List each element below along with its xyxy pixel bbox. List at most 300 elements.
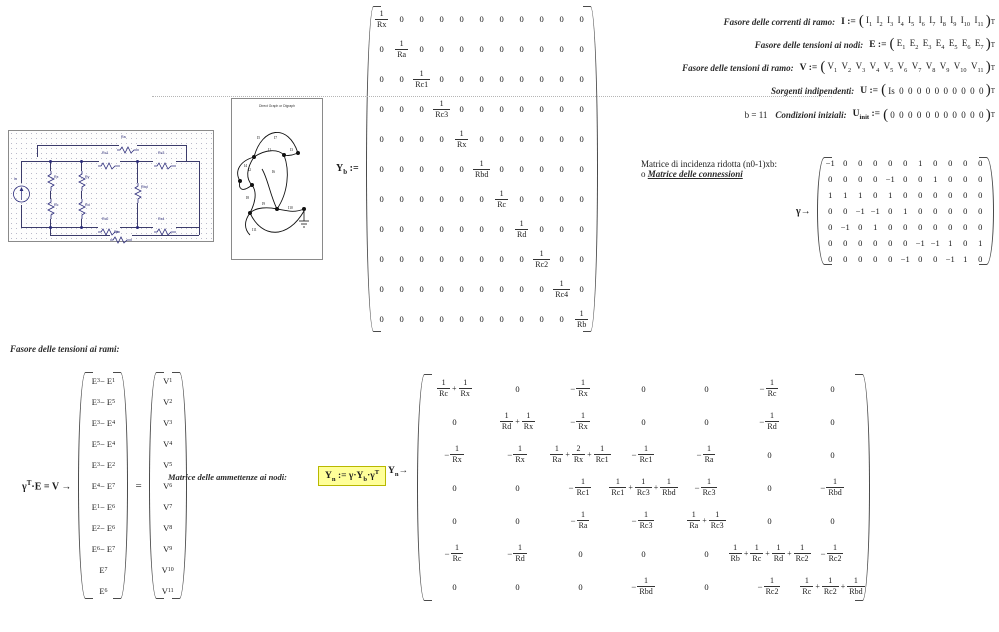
matrix-cell: 0: [579, 164, 584, 174]
matrix-cell: 0: [830, 515, 835, 526]
matrix-cell: $\frac{1}{Ra}$: [397, 38, 407, 59]
matrix-cell: $\frac{1}{Rc4}$: [555, 278, 569, 299]
matrix-bracket-left: [363, 4, 372, 334]
matrix-cell: 0: [963, 190, 968, 200]
branch-voltage-equation: [22, 370, 190, 601]
branch-count: b = 11: [744, 110, 768, 120]
matrix-cell: 0: [933, 206, 938, 216]
matrix-cell: − $\frac{1}{Rx}$: [444, 444, 462, 464]
yb-matrix-body: [372, 4, 592, 334]
definition-symbol: U :=: [860, 85, 879, 96]
vector-entry: $V_{10}$: [953, 61, 967, 74]
matrix-cell: 0: [499, 44, 504, 54]
matrix-cell: 0: [903, 158, 908, 168]
matrix-cell: 0: [933, 222, 938, 232]
matrix-cell: 0: [439, 134, 444, 144]
matrix-bracket-left: [814, 155, 823, 267]
yn-formula-text: $Y_n$ := $\gamma\cdot Y_b\cdot\gamma^T$: [325, 469, 380, 484]
matrix-cell: $\frac{1}{Rd}$: [517, 218, 527, 239]
matrix-cell: 0: [559, 164, 564, 174]
matrix-cell: 1: [978, 238, 983, 248]
matrix-cell: E 1 − E 6: [91, 501, 116, 512]
matrix-cell: 0: [439, 284, 444, 294]
matrix-cell: 0: [419, 14, 424, 24]
matrix-cell: E 4 − E 7: [91, 480, 116, 491]
matrix-cell: 0: [419, 254, 424, 264]
vector-entry: 0: [916, 110, 922, 120]
matrix-cell: 0: [888, 254, 893, 264]
vector-entry: 0: [961, 85, 966, 96]
matrix-cell: V 7: [163, 501, 173, 512]
vector-entry: $I_1$: [866, 15, 873, 28]
matrix-cell: E 7: [99, 564, 108, 575]
matrix-cell: $\frac{1}{Rc}$ + $\frac{1}{Rc2}$ + $\frac{1}{\text{Rbd}}$: [802, 576, 863, 596]
resistor-Rx: [47, 171, 54, 191]
vector-entry: $V_2$: [841, 61, 852, 74]
matrix-cell: V 1: [163, 375, 173, 386]
yn-formula-highlight: [318, 466, 386, 486]
matrix-cell: 0: [963, 238, 968, 248]
matrix-cell: 0: [519, 134, 524, 144]
matrix-cell: 1: [963, 254, 968, 264]
matrix-cell: 0: [948, 206, 953, 216]
matrix-bracket-right: [864, 372, 873, 603]
svg-text:I8: I8: [246, 196, 249, 200]
matrix-cell: 0: [539, 194, 544, 204]
matrix-cell: 0: [704, 581, 709, 592]
matrix-cell: 0: [704, 416, 709, 427]
svg-text:I6: I6: [272, 170, 275, 174]
matrix-cell: $\frac{1}{Rc}$: [497, 188, 507, 209]
matrix-cell: 0: [499, 104, 504, 114]
vector-entry: $I_7$: [929, 15, 936, 28]
matrix-cell: 0: [439, 314, 444, 324]
matrix-cell: 0: [379, 164, 384, 174]
matrix-cell: 0: [948, 158, 953, 168]
matrix-cell: 0: [903, 222, 908, 232]
matrix-cell: 0: [579, 284, 584, 294]
matrix-cell: 0: [978, 254, 983, 264]
vector-entry: $E_5$: [948, 38, 958, 51]
matrix-cell: $\frac{1}{Rb}$: [577, 308, 587, 329]
matrix-cell: $\frac{1}{Rc1}$: [415, 68, 429, 89]
vector-entry: 0: [934, 110, 940, 120]
vector-entry: $I_8$: [939, 15, 946, 28]
vector-entry: 0: [943, 110, 949, 120]
matrix-cell: $\frac{1}{Rb}$ + $\frac{1}{Rc}$ + $\frac{1}{Rd}$ + $\frac{1}{Rc2}$: [730, 543, 809, 563]
vector-entry: $I_9$: [950, 15, 957, 28]
vector-entry: $E_1$: [896, 38, 906, 51]
matrix-cell: 0: [933, 158, 938, 168]
incidence-block: [641, 155, 997, 267]
matrix-cell: $\frac{1}{Ra}$ + $\frac{1}{Rc3}$: [689, 510, 724, 530]
matrix-cell: 0: [399, 104, 404, 114]
svg-text:I3: I3: [290, 148, 293, 152]
matrix-cell: − $\frac{1}{Rc}$: [759, 378, 777, 398]
incidence-caption-link: Matrice delle connessioni: [647, 169, 743, 179]
vector-entry: $I_4$: [897, 15, 904, 28]
matrix-cell: 0: [399, 134, 404, 144]
matrix-cell: 0: [830, 449, 835, 460]
definition-row: [630, 102, 995, 128]
svg-text:I5: I5: [257, 136, 260, 140]
matrix-cell: 0: [419, 194, 424, 204]
matrix-cell: 0: [515, 482, 520, 493]
matrix-cell: 0: [479, 224, 484, 234]
matrix-cell: 0: [559, 194, 564, 204]
matrix-cell: 0: [903, 238, 908, 248]
matrix-cell: 0: [843, 174, 848, 184]
matrix-cell: −1: [900, 254, 910, 264]
matrix-cell: 0: [579, 104, 584, 114]
matrix-cell: 0: [519, 284, 524, 294]
matrix-cell: 0: [843, 206, 848, 216]
matrix-cell: 0: [579, 44, 584, 54]
matrix-cell: 0: [578, 548, 583, 559]
matrix-cell: 0: [559, 134, 564, 144]
definition-row: [630, 56, 995, 79]
matrix-cell: 0: [704, 548, 709, 559]
matrix-cell: 0: [419, 284, 424, 294]
matrix-cell: 0: [828, 222, 833, 232]
matrix-cell: − $\frac{1}{Rc2}$: [820, 543, 842, 563]
matrix-cell: 0: [579, 14, 584, 24]
matrix-cell: 0: [379, 224, 384, 234]
matrix-cell: 0: [399, 194, 404, 204]
matrix-cell: 0: [379, 134, 384, 144]
matrix-cell: 0: [579, 224, 584, 234]
matrix-cell: 0: [379, 104, 384, 114]
resistor-Rc: [47, 199, 54, 219]
vector-entry: $V_6$: [897, 61, 908, 74]
matrix-cell: 0: [579, 254, 584, 264]
resistor-Ry: [78, 171, 85, 191]
matrix-bracket-right: [181, 370, 190, 601]
matrix-bracket-left: [75, 370, 84, 601]
matrix-cell: 1: [918, 158, 923, 168]
matrix-cell: E 5 − E 4: [91, 438, 116, 449]
matrix-cell: 0: [439, 74, 444, 84]
vector-entry: 0: [952, 110, 957, 120]
matrix-cell: 0: [888, 206, 893, 216]
matrix-cell: 0: [767, 482, 772, 493]
matrix-cell: 0: [843, 238, 848, 248]
matrix-cell: 0: [539, 314, 544, 324]
matrix-cell: 0: [641, 383, 646, 394]
matrix-cell: 0: [918, 190, 923, 200]
matrix-cell: 0: [539, 134, 544, 144]
definition-label: Sorgenti indipendenti:: [771, 85, 855, 96]
matrix-cell: 0: [933, 190, 938, 200]
matrix-cell: 0: [459, 194, 464, 204]
matrix-cell: 0: [978, 222, 983, 232]
matrix-cell: 0: [641, 416, 646, 427]
matrix-cell: − $\frac{1}{Ra}$: [570, 510, 588, 530]
matrix-cell: − $\frac{1}{Rx}$: [570, 378, 588, 398]
matrix-cell: 0: [559, 104, 564, 114]
matrix-cell: 0: [419, 164, 424, 174]
resistor-Rc1: [98, 157, 120, 164]
matrix-cell: $\frac{1}{Rc1}$ + $\frac{1}{Rc3}$ + $\frac{1}{\text{Rbd}}$: [611, 477, 676, 497]
matrix-cell: 0: [559, 314, 564, 324]
svg-text:I9: I9: [262, 202, 265, 206]
matrix-cell: 0: [873, 254, 878, 264]
yn-matrix-wrap: [414, 372, 873, 603]
definition-row: [630, 10, 995, 33]
branch-voltage-caption: Fasore delle tensioni ai rami:: [10, 344, 120, 354]
matrix-cell: 0: [963, 206, 968, 216]
matrix-cell: 0: [379, 74, 384, 84]
matrix-cell: E 3 − E 2: [91, 459, 116, 470]
matrix-cell: −1: [855, 206, 865, 216]
definition-symbol: $U_{init}$ :=: [852, 109, 881, 121]
matrix-cell: 0: [539, 104, 544, 114]
vector-entry: $V_1$: [827, 61, 838, 74]
yb-matrix: [363, 4, 601, 334]
matrix-cell: V 8: [163, 522, 173, 533]
matrix-cell: 0: [419, 104, 424, 114]
matrix-cell: E 2 − E 6: [91, 522, 116, 533]
vector-entry: $V_9$: [939, 61, 950, 74]
svg-text:I10: I10: [288, 206, 293, 210]
resistor-Ra: [117, 141, 139, 148]
yn-matrix-body: [423, 372, 864, 603]
matrix-cell: 0: [459, 164, 464, 174]
matrix-cell: 0: [479, 134, 484, 144]
resistor-Rd: [78, 199, 85, 219]
matrix-cell: 0: [399, 284, 404, 294]
matrix-cell: 1: [828, 190, 833, 200]
matrix-cell: V 4: [163, 438, 173, 449]
vector-entry: $E_4$: [935, 38, 945, 51]
matrix-cell: − $\frac{1}{Rx}$: [507, 444, 525, 464]
matrix-cell: 0: [641, 548, 646, 559]
matrix-cell: 0: [439, 164, 444, 174]
equals-sign: =: [135, 479, 142, 492]
vector-entry: Is: [888, 85, 895, 96]
phasor-definitions: [630, 10, 995, 128]
definition-vector: ( $E_1$ $E_2$ $E_3$ $E_4$ $E_5$ $E_6$ $E_7$ ) T: [889, 36, 995, 52]
definition-symbol: I :=: [841, 16, 856, 27]
matrix-cell: 0: [499, 254, 504, 264]
matrix-cell: 0: [479, 284, 484, 294]
definition-row: [630, 79, 995, 102]
matrix-cell: − $\frac{1}{\text{Rbd}}$: [820, 477, 842, 497]
matrix-cell: 0: [499, 74, 504, 84]
matrix-cell: 0: [379, 254, 384, 264]
matrix-cell: −1: [840, 222, 850, 232]
matrix-cell: 0: [399, 224, 404, 234]
vector-entry: $V_8$: [925, 61, 936, 74]
definition-label: Condizioni iniziali:: [775, 110, 847, 120]
matrix-cell: 0: [459, 314, 464, 324]
vector-entry: 0: [925, 85, 931, 96]
matrix-cell: 0: [479, 314, 484, 324]
yn-matrix: [414, 372, 873, 603]
matrix-cell: 0: [918, 206, 923, 216]
matrix-cell: 0: [519, 14, 524, 24]
vector-entry: 0: [925, 110, 931, 120]
matrix-cell: 0: [479, 74, 484, 84]
matrix-cell: 0: [559, 224, 564, 234]
definition-label: Fasore delle correnti di ramo:: [723, 16, 836, 27]
vector-entry: 0: [908, 85, 913, 96]
svg-text:I7: I7: [274, 136, 277, 140]
matrix-cell: − $\frac{1}{Ra}$: [696, 444, 714, 464]
matrix-cell: 0: [479, 254, 484, 264]
matrix-cell: 0: [888, 158, 893, 168]
yn-matrix-block: [388, 466, 411, 478]
matrix-cell: V 9: [163, 543, 173, 554]
matrix-cell: − $\frac{1}{Rc3}$: [694, 477, 716, 497]
gamma-matrix-body: [823, 155, 988, 267]
matrix-cell: 0: [858, 158, 863, 168]
vector-entry: $I_6$: [918, 15, 925, 28]
matrix-cell: 1: [858, 190, 863, 200]
matrix-cell: 0: [888, 238, 893, 248]
matrix-cell: 0: [515, 383, 520, 394]
matrix-cell: 0: [559, 254, 564, 264]
matrix-cell: 0: [963, 222, 968, 232]
matrix-cell: 1: [888, 190, 893, 200]
matrix-cell: − $\frac{1}{Rd}$: [759, 411, 777, 431]
matrix-cell: 0: [578, 581, 583, 592]
matrix-cell: 0: [843, 254, 848, 264]
matrix-cell: 0: [399, 14, 404, 24]
matrix-cell: −1: [885, 174, 895, 184]
matrix-cell: 0: [858, 238, 863, 248]
matrix-cell: 1: [933, 174, 938, 184]
matrix-cell: 1: [873, 222, 878, 232]
matrix-cell: − $\frac{1}{Rc3}$: [631, 510, 653, 530]
gamma-symbol: γ→: [796, 205, 811, 217]
vector-entry: $I_2$: [876, 15, 883, 28]
matrix-cell: 0: [519, 254, 524, 264]
branch-voltage-vector: [146, 370, 190, 601]
matrix-cell: 0: [459, 284, 464, 294]
matrix-cell: 0: [519, 164, 524, 174]
matrix-cell: 0: [918, 222, 923, 232]
matrix-cell: $\frac{1}{Rc2}$: [535, 248, 549, 269]
matrix-cell: 0: [830, 383, 835, 394]
matrix-cell: 0: [828, 254, 833, 264]
vector-entry: $E_2$: [909, 38, 919, 51]
matrix-cell: 0: [499, 314, 504, 324]
incidence-caption-2: o Matrice delle connessioni: [641, 169, 743, 179]
matrix-cell: − $\frac{1}{Rd}$: [507, 543, 525, 563]
vector-entry: 0: [890, 110, 895, 120]
yb-equation: [336, 4, 601, 334]
matrix-cell: 0: [419, 44, 424, 54]
matrix-cell: 0: [519, 104, 524, 114]
vector-entry: $I_3$: [887, 15, 894, 28]
matrix-cell: 0: [519, 194, 524, 204]
matrix-cell: 0: [419, 224, 424, 234]
matrix-cell: 0: [539, 224, 544, 234]
matrix-cell: 0: [452, 482, 457, 493]
matrix-cell: V 2: [163, 396, 173, 407]
definition-row: [630, 33, 995, 56]
vector-entry: 0: [934, 85, 940, 96]
vector-entry: 0: [899, 85, 904, 96]
matrix-cell: 0: [579, 74, 584, 84]
matrix-cell: −1: [825, 158, 835, 168]
matrix-cell: 1: [903, 206, 908, 216]
definition-label: Fasore delle tensioni di ramo:: [682, 62, 794, 73]
matrix-cell: V 5: [163, 459, 173, 470]
matrix-cell: E 6: [99, 585, 108, 596]
matrix-cell: −1: [870, 206, 880, 216]
matrix-cell: V 11: [161, 585, 174, 596]
matrix-cell: 0: [459, 14, 464, 24]
matrix-cell: 0: [499, 284, 504, 294]
matrix-cell: 0: [399, 314, 404, 324]
vector-entry: $V_{11}$: [970, 61, 984, 74]
vector-entry: 0: [952, 85, 957, 96]
vector-entry: $V_3$: [855, 61, 866, 74]
vector-entry: $V_5$: [883, 61, 894, 74]
matrix-cell: − $\frac{1}{Rc1}$: [631, 444, 653, 464]
vector-entry: 0: [979, 110, 984, 120]
matrix-cell: 0: [379, 44, 384, 54]
matrix-cell: 0: [873, 174, 878, 184]
current-source-Is: [13, 183, 30, 205]
vector-entry: $I_5$: [908, 15, 915, 28]
matrix-cell: 0: [830, 416, 835, 427]
matrix-cell: 0: [559, 44, 564, 54]
matrix-cell: − $\frac{1}{Rc}$: [444, 543, 462, 563]
matrix-cell: 0: [948, 222, 953, 232]
matrix-cell: V 6: [163, 480, 173, 491]
matrix-cell: −1: [945, 254, 955, 264]
matrix-cell: 0: [379, 314, 384, 324]
vector-entry: $V_4$: [869, 61, 880, 74]
matrix-cell: 0: [479, 44, 484, 54]
gamma-transpose-relation: $\gamma^T\cdot E = V$ →: [22, 478, 72, 493]
matrix-cell: 0: [419, 314, 424, 324]
matrix-cell: $\frac{1}{Rx}$: [377, 8, 387, 29]
matrix-cell: 0: [918, 174, 923, 184]
matrix-cell: 1: [948, 238, 953, 248]
matrix-cell: 0: [828, 238, 833, 248]
matrix-cell: 1: [843, 190, 848, 200]
matrix-cell: 0: [399, 74, 404, 84]
matrix-cell: 0: [828, 174, 833, 184]
yn-caption: Matrice delle ammettenze ai nodi:: [168, 472, 287, 482]
circuit-schematic: Ra Rc1 Rc3 Is Rx Rc Ry Rd Rbd Rc2 Rc4 Rb: [8, 130, 214, 242]
matrix-cell: 0: [767, 449, 772, 460]
matrix-cell: 0: [559, 14, 564, 24]
matrix-cell: 0: [399, 254, 404, 264]
svg-text:I4: I4: [244, 164, 247, 168]
matrix-cell: − $\frac{1}{\text{Rbd}}$: [631, 576, 653, 596]
yn-symbol: $Y_n\to$: [388, 466, 409, 478]
matrix-cell: $\frac{1}{\text{Rbd}}$: [475, 158, 489, 179]
matrix-cell: 0: [948, 190, 953, 200]
resistor-Rc4: [154, 223, 176, 230]
vector-entry: $E_3$: [922, 38, 932, 51]
matrix-cell: 0: [452, 515, 457, 526]
vector-entry: $E_6$: [961, 38, 971, 51]
matrix-cell: 0: [515, 515, 520, 526]
matrix-cell: 0: [499, 224, 504, 234]
matrix-cell: 0: [519, 314, 524, 324]
vector-entry: 0: [916, 85, 922, 96]
matrix-cell: 0: [767, 515, 772, 526]
matrix-cell: −1: [915, 238, 925, 248]
matrix-cell: 0: [918, 254, 923, 264]
matrix-cell: $\frac{1}{Ra}$ + $\frac{2}{Rx}$ + $\frac{1}{Rc1}$: [552, 444, 609, 464]
